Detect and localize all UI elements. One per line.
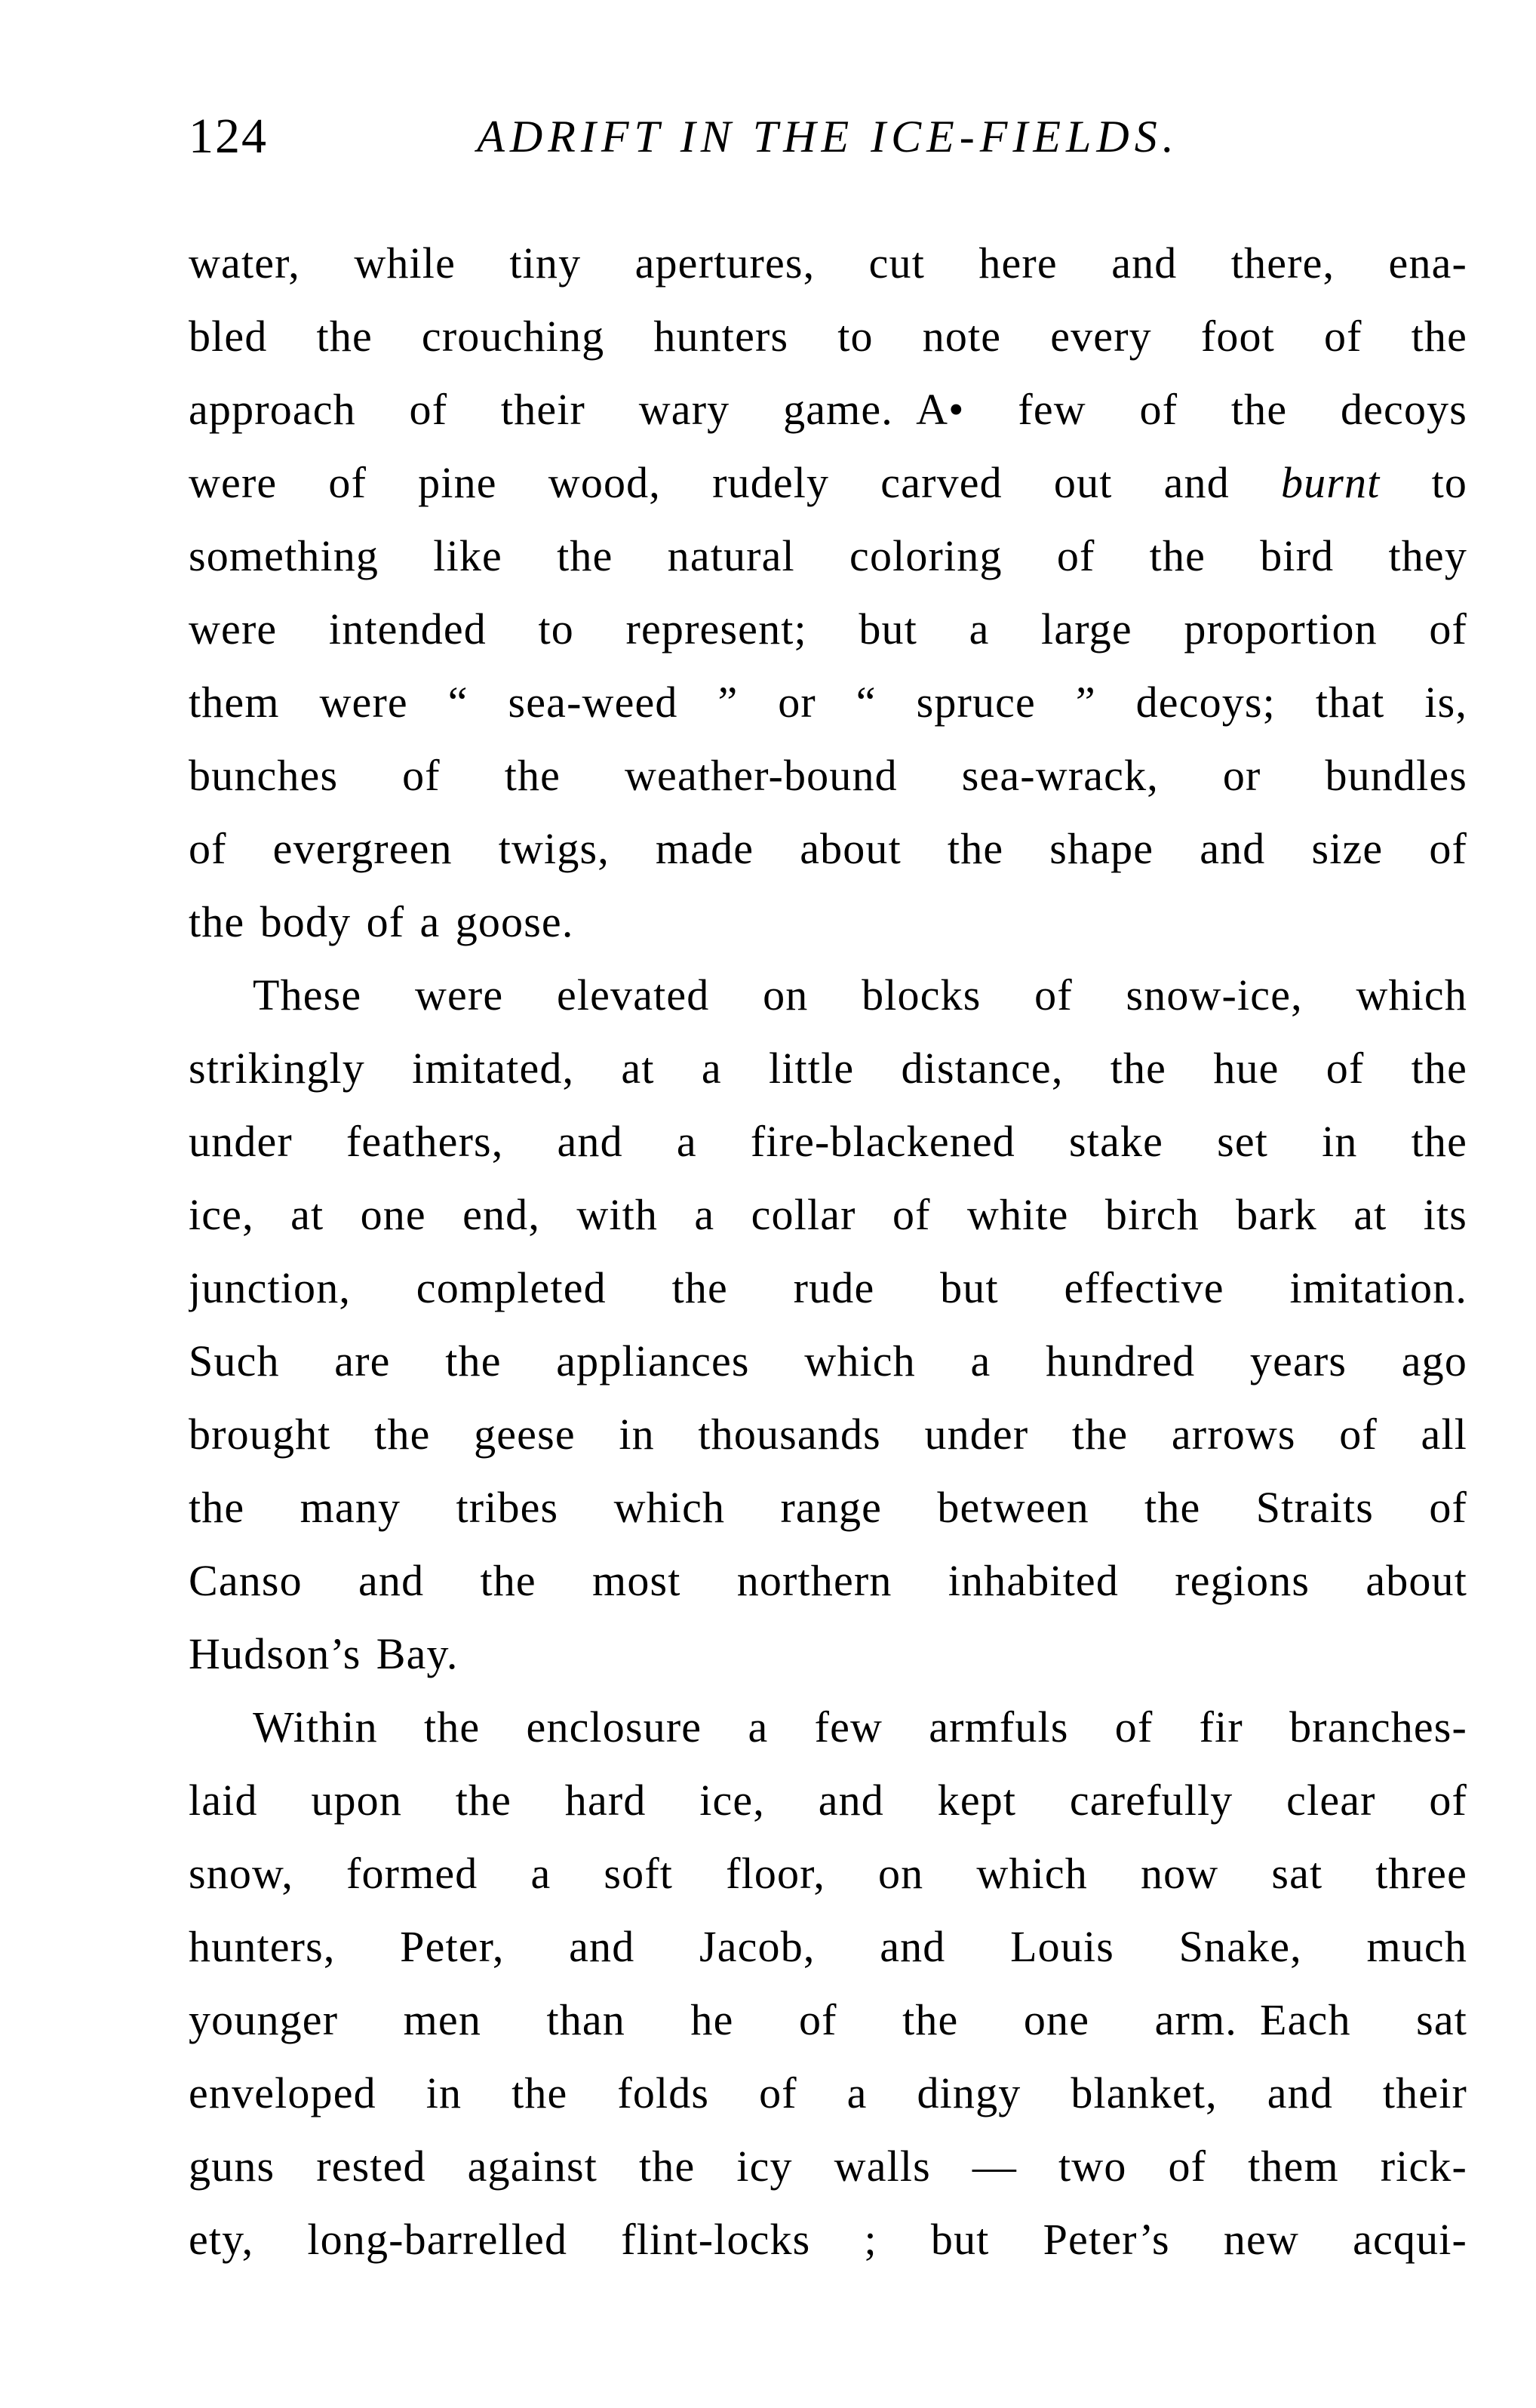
text-segment: Within the enclosure a few armfuls of fir branches- [253,1702,1467,1751]
text-line [189,1324,1467,1398]
text-segment: water, while tiny apertures, cut here and there, ena- [189,238,1467,288]
text-segment: brought the geese in thousands under the arrows of all [189,1410,1467,1459]
text-line [189,1105,1467,1178]
text-segment: younger men than he of the one arm. Each sat [189,1995,1467,2044]
text-segment: were intended to represent; but a large proportion of [189,604,1467,654]
text-line [189,1910,1467,1983]
text-segment: Hudson’s Bay. [189,1629,459,1678]
text-line [189,1544,1467,1617]
text-segment: bunches of the weather-bound sea-wrack, or bundles [189,751,1467,800]
text-segment: junction, completed the rude but effective imitation. [189,1263,1467,1312]
text-segment: hunters, Peter, and Jacob, and Louis Snake, much [189,1922,1467,1971]
text-line [189,812,1467,885]
text-segment: strikingly imitated, at a little distance, the hue of the [189,1044,1467,1093]
text-segment: These were elevated on blocks of snow-ice, which [253,970,1467,1019]
text-segment: guns rested against the icy walls — two of them rick- [189,2142,1467,2191]
text-line [189,300,1467,373]
text-line [189,885,1467,958]
text-line [189,519,1467,592]
text-line [189,592,1467,666]
text-segment: approach of their wary game. A• few of the decoys [189,385,1467,434]
text-line [189,226,1467,300]
text-line [189,1617,1467,1690]
text-segment: to [1380,458,1467,507]
text-line [189,1178,1467,1251]
text-line [189,958,1467,1032]
text-segment: ety, long-barrelled flint-locks ; but Peter’s new acqui- [189,2215,1467,2264]
text-line [189,1251,1467,1324]
text-line [189,2056,1467,2130]
text-segment: under feathers, and a fire-blackened stake set in the [189,1117,1467,1166]
text-line [189,1690,1467,1764]
text-line [189,1764,1467,1837]
text-segment: snow, formed a soft floor, on which now sat three [189,1849,1467,1898]
page-header [189,103,1467,178]
text-line [189,739,1467,812]
text-segment: of evergreen twigs, made about the shape and size of [189,824,1467,873]
text-line [189,1471,1467,1544]
text-segment: the body of a goose. [189,897,574,946]
text-line [189,2130,1467,2203]
page-body-text [189,226,1467,2276]
page-number: 124 [189,109,268,164]
text-line [189,1398,1467,1471]
italic-text-segment: burnt [1280,458,1381,507]
text-segment: enveloped in the folds of a dingy blanket, and their [189,2068,1467,2117]
text-segment: laid upon the hard ice, and kept carefully clear of [189,1776,1467,1825]
text-line [189,1983,1467,2056]
text-segment: ice, at one end, with a collar of white birch bark at its [189,1190,1467,1239]
text-segment: Such are the appliances which a hundred years ago [189,1336,1467,1385]
text-line [189,2203,1467,2276]
text-line [189,373,1467,446]
text-segment: them were “ sea-weed ” or “ spruce ” decoys; that is, [189,678,1467,727]
text-line [189,1837,1467,1910]
text-line [189,446,1467,519]
text-line [189,666,1467,739]
text-segment: were of pine wood, rudely carved out and [189,458,1281,507]
running-title: ADRIFT IN THE ICE-FIELDS. [477,112,1179,161]
text-line [189,1032,1467,1105]
text-segment: the many tribes which range between the Straits of [189,1483,1467,1532]
text-segment: something like the natural coloring of the bird they [189,531,1467,580]
text-segment: bled the crouching hunters to note every foot of the [189,312,1467,361]
text-segment: Canso and the most northern inhabited regions about [189,1556,1467,1605]
